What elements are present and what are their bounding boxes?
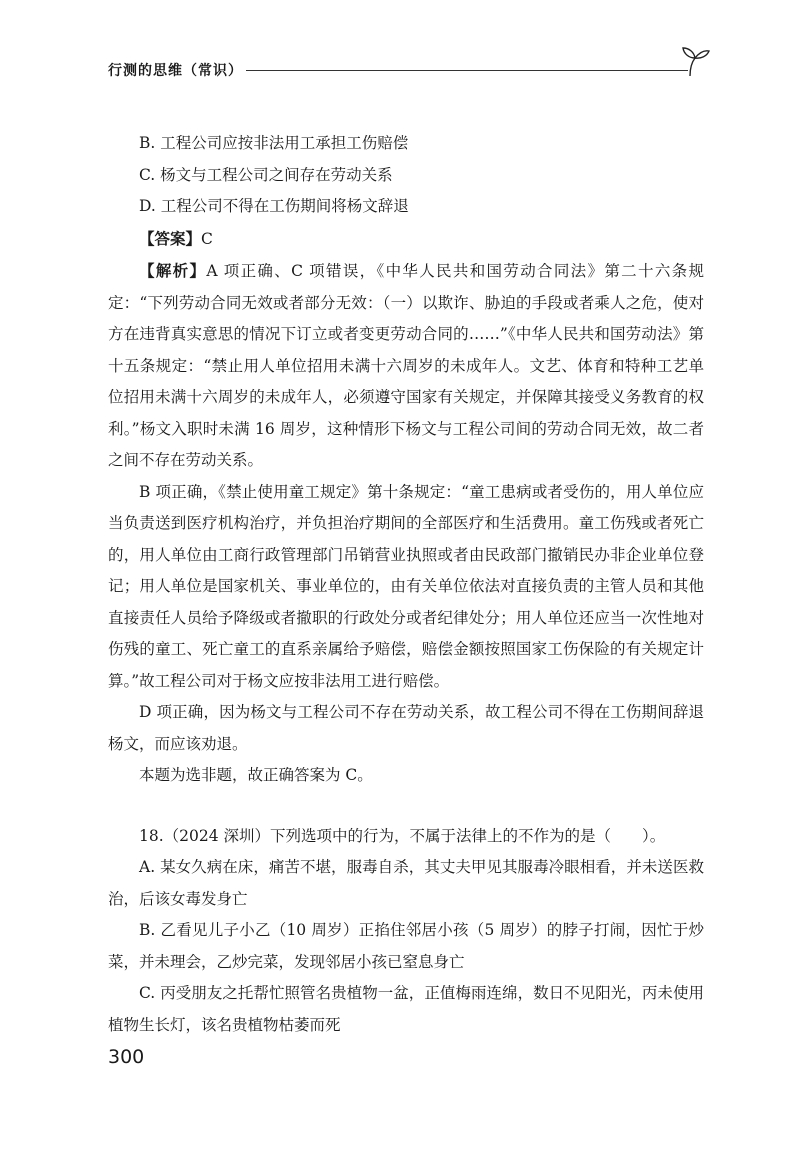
- running-header: [108, 60, 708, 84]
- question-18-option-c: C. 丙受朋友之托帮忙照管名贵植物一盆，正值梅雨连绵，数日不见阳光，丙未使用植物生长灯，该名贵植物枯萎而死: [108, 984, 704, 1034]
- question-18-option-b: B. 乙看见儿子小乙（10 周岁）正掐住邻居小孩（5 周岁）的脖子打闹，因忙于炒菜，并未理会，乙炒完菜，发现邻居小孩已窒息身亡: [108, 921, 704, 971]
- prev-option-b: B. 工程公司应按非法用工承担工伤赔偿: [139, 134, 409, 152]
- prev-option-d: D. 工程公司不得在工伤期间将杨文辞退: [139, 197, 409, 215]
- analysis-label: 【解析】: [139, 261, 207, 280]
- answer-value: C: [201, 229, 213, 248]
- sprout-icon: [680, 44, 710, 78]
- analysis-paragraph-3: D 项正确，因为杨文与工程公司不存在劳动关系，故工程公司不得在工伤期间辞退杨文，而应该劝退。: [108, 703, 704, 753]
- answer-line: [108, 223, 704, 256]
- page-number: 300: [108, 1046, 145, 1068]
- section-gap: [108, 792, 704, 821]
- prev-option-c: C. 杨文与工程公司之间存在劳动关系: [139, 165, 393, 184]
- header-rule: [246, 70, 688, 71]
- analysis-text-1: A 项正确、C 项错误，《中华人民共和国劳动合同法》第二十六条规定：“下列劳动合同无效或者部分无效：（一）以欺诈、胁迫的手段或者乘人之危，使对方在违背真实意思的情况下订立或者变更劳动合同的……”《中华人民共和国劳动法》第十五条规定：“禁止用人单位招用未满十六周岁的未成年人。文艺、体育和特种工艺单位招用未满十六周岁的未成年人，必须遵守国家有关规定，并保障其接受义务教育的权利。”杨文入职时未满 16 周岁，这种情形下杨文与工程公司间的劳动合同无效，故二者之间不存在劳动关系。: [108, 262, 704, 469]
- analysis-paragraph-1: [108, 255, 704, 477]
- analysis-paragraph-2: B 项正确，《禁止使用童工规定》第十条规定：“童工患病或者受伤的，用人单位应当负责送到医疗机构治疗，并负担治疗期间的全部医疗和生活费用。童工伤残或者死亡的，用人单位由工商行政管理部门吊销营业执照或者由民政部门撤销民办非企业单位登记；用人单位是国家机关、事业单位的，由有关单位依法对直接负责的主管人员和其他直接责任人员给予降级或者撤职的行政处分或者纪律处分；用人单位还应当一次性地对伤残的童工、死亡童工的直系亲属给予赔偿，赔偿金额按照国家工伤保险的有关规定计算。”故工程公司对于杨文应按非法用工进行赔偿。: [108, 482, 704, 690]
- header-title: 行测的思维（常识）: [108, 63, 243, 79]
- answer-label: 【答案】: [139, 228, 202, 248]
- question-18-option-a: A. 某女久病在床，痛苦不堪，服毒自杀，其丈夫甲见其服毒冷眼相看，并未送医救治，后该女毒发身亡: [108, 858, 704, 908]
- question-18-stem: 18.（2024 深圳）下列选项中的行为，不属于法律上的不作为的是（ ）。: [139, 826, 666, 845]
- page-body: [108, 128, 704, 1041]
- analysis-conclusion: 本题为选非题，故正确答案为 C。: [139, 766, 373, 784]
